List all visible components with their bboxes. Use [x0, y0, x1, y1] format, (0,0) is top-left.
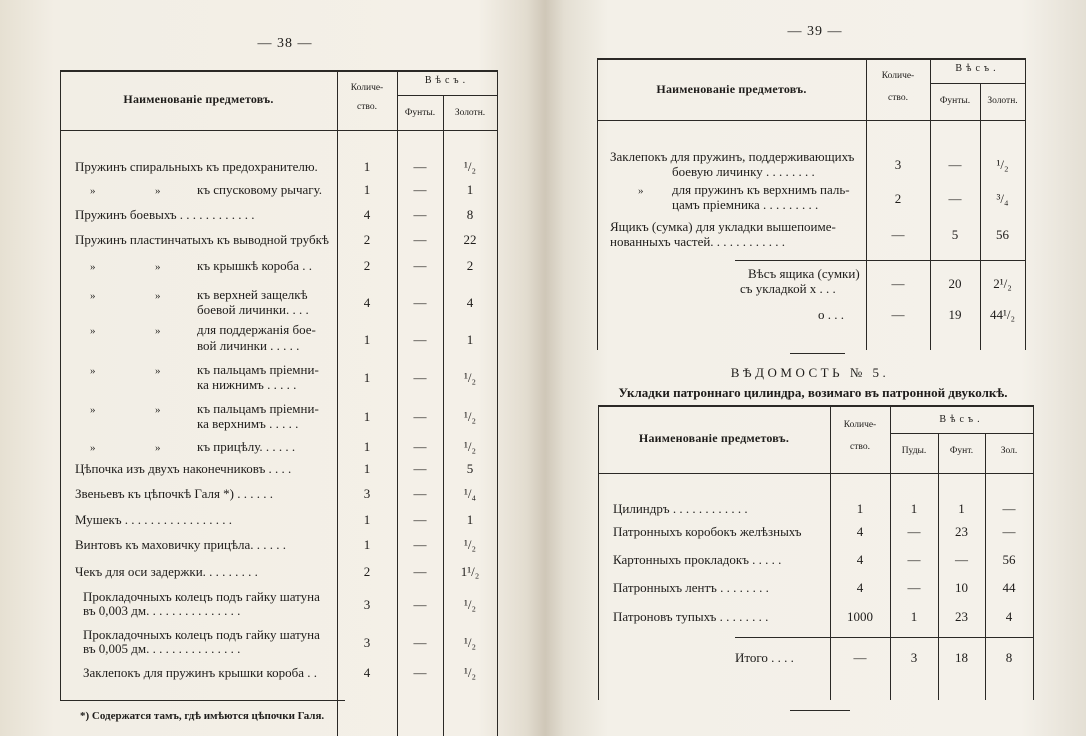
right-t1-row-name: Вѣсъ ящика (сумки) — [748, 266, 860, 281]
left-row-zol: ¹/₂ — [463, 665, 477, 680]
left-row-qty: 4 — [363, 295, 371, 310]
left-row-zol: 1 — [466, 332, 474, 347]
right-t2-row-zol: 56 — [1002, 552, 1016, 567]
left-row-zol: ¹/₂ — [463, 597, 477, 612]
left-row-zol: ¹/₂ — [463, 439, 477, 454]
right-t1-header-zol: Золотн. — [987, 96, 1018, 106]
right-t1-row-funt: 20 — [948, 276, 962, 291]
left-row-funt: — — [413, 370, 427, 385]
rule-line — [598, 405, 599, 700]
ditto-mark: » — [155, 365, 161, 377]
left-row-qty: 1 — [363, 182, 371, 197]
ditto-mark: » — [155, 185, 161, 197]
rule-line — [890, 433, 1033, 434]
right-t2-row-qty: 4 — [856, 524, 864, 539]
left-row-zol: ¹/₂ — [463, 159, 477, 174]
left-row-funt: — — [413, 295, 427, 310]
rule-line — [597, 120, 1025, 121]
rule-line — [790, 353, 845, 354]
left-row-funt: — — [413, 564, 427, 579]
left-row-qty: 1 — [363, 439, 371, 454]
right-t1-row-zol: ¹/₂ — [996, 157, 1009, 172]
right-t2-row-zol: 8 — [1005, 650, 1013, 665]
left-row-name: Прокладочныхъ колецъ подъ гайку шатуна — [83, 589, 320, 604]
left-row-funt: — — [413, 207, 427, 222]
right-t2-row-zol: — — [1002, 524, 1016, 539]
right-t1-row-zol: ³/₄ — [996, 191, 1009, 206]
right-t2-row-pud: 3 — [910, 650, 918, 665]
left-row-funt: — — [413, 159, 427, 174]
left-row-name: Прокладочныхъ колецъ подъ гайку шатуна — [83, 627, 320, 642]
right-t2-header-qty-2: ство. — [850, 442, 870, 452]
right-t2-row-funt: 1 — [958, 501, 965, 516]
left-row-qty: 2 — [363, 564, 371, 579]
ditto-mark: » — [90, 185, 96, 197]
right-t1-row-name: Заклепокъ для пружинъ, поддерживающихъ — [610, 149, 855, 164]
ditto-mark: » — [155, 290, 161, 302]
left-row-qty: 1 — [363, 332, 371, 347]
left-row-funt: — — [413, 512, 427, 527]
rule-line — [597, 58, 598, 350]
ditto-mark: » — [155, 261, 161, 273]
left-row-name: для поддержанія бое- — [197, 322, 316, 337]
right-t2-row-zol: — — [1002, 501, 1016, 516]
left-row-name: боевой личинки. . . . — [197, 302, 309, 317]
left-row-name: въ 0,005 дм. . . . . . . . . . . . . . . — [83, 641, 241, 656]
left-header-funt: Фунты. — [404, 108, 436, 118]
ditto-mark: » — [90, 325, 96, 337]
left-row-funt: — — [413, 486, 427, 501]
left-row-qty: 4 — [363, 665, 371, 680]
left-row-name: Звеньевъ къ цѣпочкѣ Галя *) . . . . . . — [75, 486, 273, 501]
right-t2-row-qty: — — [853, 650, 867, 665]
left-row-funt: — — [413, 597, 427, 612]
page-number-left: — 38 — — [257, 36, 313, 51]
right-t2-row-zol: 4 — [1005, 609, 1013, 624]
left-row-name: къ спусковому рычагу. — [197, 182, 323, 197]
left-row-qty: 1 — [363, 537, 371, 552]
right-t1-row-funt: 19 — [948, 307, 962, 322]
right-t2-row-funt: — — [955, 552, 968, 567]
left-row-zol: 22 — [463, 232, 477, 247]
rule-line — [930, 83, 1025, 84]
rule-line — [597, 58, 1025, 60]
right-t1-row-name: o . . . — [818, 307, 844, 322]
ditto-mark: » — [90, 404, 96, 416]
left-row-name: ка нижнимъ . . . . . — [197, 377, 297, 392]
left-row-funt: — — [413, 232, 427, 247]
right-t2-header-pud: Пуды. — [901, 446, 927, 456]
left-row-name: ка верхнимъ . . . . . — [197, 416, 299, 431]
right-t1-header-qty-2: ство. — [888, 93, 908, 103]
left-row-qty: 1 — [363, 512, 371, 527]
right-t2-row-name: Итого . . . . — [735, 650, 794, 665]
right-t2-row-pud: — — [907, 524, 921, 539]
left-row-name: вой личинки . . . . . — [197, 338, 300, 353]
ditto-mark: » — [90, 290, 96, 302]
left-row-qty: 3 — [363, 635, 371, 650]
left-row-funt: — — [413, 537, 427, 552]
left-row-qty: 3 — [363, 597, 371, 612]
left-row-zol: 4 — [466, 295, 474, 310]
right-t1-row-name: для пружинъ къ верхнимъ паль- — [672, 182, 850, 197]
left-row-zol: 2 — [466, 258, 474, 273]
right-t1-row-qty: 2 — [894, 191, 902, 206]
left-header-zol: Золотн. — [454, 108, 486, 118]
ditto-mark: » — [155, 404, 161, 416]
right-t2-row-pud: 1 — [910, 501, 918, 516]
ditto-mark: » — [90, 365, 96, 377]
left-row-name: къ крышкѣ короба . . — [197, 258, 313, 273]
ditto-mark: » — [90, 261, 96, 273]
right-t2-row-name: Патронныхъ лентъ . . . . . . . . — [613, 580, 769, 595]
left-row-name: къ верхней защелкѣ — [197, 287, 308, 302]
left-row-name: Цѣпочка изъ двухъ наконечниковъ . . . . — [75, 461, 292, 476]
left-row-qty: 1 — [363, 159, 371, 174]
left-row-qty: 1 — [363, 461, 371, 476]
right-t2-row-name: Патронныхъ коробокъ желѣзныхъ — [613, 524, 802, 539]
right-t2-row-funt: 23 — [955, 609, 968, 624]
left-row-name: Винтовъ къ маховичку прицѣла. . . . . . — [75, 537, 287, 552]
right-t2-row-pud: 1 — [910, 609, 918, 624]
right-t1-header-weight: Вѣсъ. — [955, 63, 1000, 74]
right-t2-row-pud: — — [907, 580, 921, 595]
right-t2-row-pud: — — [907, 552, 921, 567]
right-t1-row-qty: — — [891, 307, 905, 322]
left-row-name: Мушекъ . . . . . . . . . . . . . . . . . — [75, 512, 233, 527]
rule-line — [598, 473, 1033, 474]
left-row-zol: 1¹/₂ — [460, 564, 480, 579]
page-number-right: — 39 — — [787, 24, 843, 39]
left-row-name: Пружинъ боевыхъ . . . . . . . . . . . . — [75, 207, 255, 222]
rule-line — [60, 70, 61, 700]
left-row-name: Заклепокъ для пружинъ крышки короба . . — [83, 665, 318, 680]
right-t2-header-qty-1: Количе- — [843, 420, 877, 430]
left-row-funt: — — [413, 182, 427, 197]
left-header-weight: Вѣсъ. — [424, 75, 470, 86]
rule-line — [735, 637, 1033, 638]
right-t2-header-name: Наименованіе предметовъ. — [638, 431, 790, 445]
right-t2-header-zol: Зол. — [1000, 446, 1018, 456]
right-t1-row-name: цамъ пріемника . . . . . . . . . — [672, 197, 819, 212]
left-row-zol: 5 — [466, 461, 474, 476]
right-t2-row-name: Патроновъ тупыхъ . . . . . . . . — [613, 609, 769, 624]
left-row-qty: 1 — [363, 409, 371, 424]
left-row-qty: 3 — [363, 486, 371, 501]
left-header-qty-2: ство. — [357, 102, 377, 112]
left-row-qty: 1 — [363, 370, 371, 385]
right-t2-header-weight: Вѣсъ. — [939, 414, 984, 425]
right-t1-row-name: боевую личинку . . . . . . . . — [672, 164, 815, 179]
right-t1-row-name: Ящикъ (сумка) для укладки вышепоиме- — [610, 219, 836, 234]
right-t2-row-qty: 1000 — [847, 609, 873, 624]
rule-line — [60, 130, 497, 131]
rule-line — [497, 70, 498, 736]
left-row-name: Чекъ для оси задержки. . . . . . . . . — [75, 564, 258, 579]
left-row-zol: ¹/₂ — [463, 409, 477, 424]
right-t2-header-funt: Фунт. — [949, 446, 974, 456]
left-row-funt: — — [413, 258, 427, 273]
right-t1-row-funt: — — [948, 157, 962, 172]
left-row-zol: ¹/₂ — [463, 537, 477, 552]
left-row-zol: ¹/₂ — [463, 370, 477, 385]
left-header-qty-1: Количе- — [350, 83, 384, 93]
rule-line — [790, 710, 850, 711]
left-row-qty: 2 — [363, 232, 371, 247]
right-t1-header-funt: Фунты. — [939, 96, 971, 106]
ditto-mark: » — [155, 325, 161, 337]
rule-line — [60, 70, 497, 72]
right-t2-row-qty: 4 — [856, 552, 864, 567]
ditto-mark: » — [90, 442, 96, 454]
right-t1-header-qty-1: Количе- — [881, 71, 915, 81]
rule-line — [1033, 405, 1034, 700]
right-t1-row-zol: 2¹/₂ — [993, 276, 1012, 291]
right-t1-header-name: Наименованіе предметовъ. — [656, 82, 807, 96]
left-row-qty: 4 — [363, 207, 371, 222]
rule-line — [397, 95, 497, 96]
right-t1-row-name: съ укладкой x . . . — [740, 281, 836, 296]
left-row-name: въ 0,003 дм. . . . . . . . . . . . . . . — [83, 603, 241, 618]
left-row-name: Пружинъ пластинчатыхъ къ выводной трубкѣ — [75, 232, 329, 247]
left-row-funt: — — [413, 439, 427, 454]
left-row-zol: ¹/₂ — [463, 635, 477, 650]
left-row-zol: 1 — [466, 512, 474, 527]
left-row-funt: — — [413, 635, 427, 650]
left-row-name: Пружинъ спиральныхъ къ предохранителю. — [75, 159, 318, 174]
right-t1-row-name: нованныхъ частей. . . . . . . . . . . . — [610, 234, 786, 249]
right-t1-row-qty: — — [891, 276, 905, 291]
footnote: *) Содержатся тамъ, гдѣ имѣются цѣпочки Галя. — [80, 710, 325, 722]
ditto-mark: » — [638, 185, 644, 197]
right-t2-row-funt: 23 — [955, 524, 968, 539]
left-row-qty: 2 — [363, 258, 371, 273]
right-t2-row-funt: 18 — [955, 650, 968, 665]
ditto-mark: » — [155, 442, 161, 454]
right-t2-row-name: Цилиндръ . . . . . . . . . . . . — [613, 501, 748, 516]
right-t1-row-qty: — — [891, 227, 905, 242]
left-row-name: къ пальцамъ пріемни- — [197, 362, 319, 377]
rule-line — [598, 405, 1033, 407]
right-t1-row-zol: 44¹/₂ — [989, 307, 1016, 322]
right-t2-row-name: Картонныхъ прокладокъ . . . . . — [613, 552, 782, 567]
left-row-zol: ¹/₄ — [463, 486, 477, 501]
left-header-name: Наименованіе предметовъ. — [123, 92, 274, 106]
right-t1-row-funt: 5 — [951, 227, 959, 242]
left-row-zol: 8 — [466, 207, 474, 222]
right-t2-row-qty: 1 — [856, 501, 864, 516]
right-t2-row-qty: 4 — [856, 580, 864, 595]
left-row-name: къ пальцамъ пріемни- — [197, 401, 319, 416]
rule-line — [1025, 58, 1026, 350]
left-row-funt: — — [413, 461, 427, 476]
left-row-funt: — — [413, 332, 427, 347]
right-t2-row-funt: 10 — [955, 580, 968, 595]
rule-line — [735, 260, 1025, 261]
statement-subtitle: Укладки патроннаго цилиндра, возимаго въ патронной двуколкѣ. — [618, 385, 1008, 400]
right-t1-row-funt: — — [948, 191, 962, 206]
left-row-name: къ прицѣлу. . . . . . — [197, 439, 296, 454]
right-t2-row-zol: 44 — [1002, 580, 1016, 595]
left-row-funt: — — [413, 665, 427, 680]
right-t1-row-qty: 3 — [894, 157, 902, 172]
right-t1-row-zol: 56 — [996, 227, 1009, 242]
left-row-zol: 1 — [466, 182, 474, 197]
rule-line — [60, 700, 345, 701]
statement-title: ВѢДОМОСТЬ № 5. — [730, 365, 890, 380]
left-row-funt: — — [413, 409, 427, 424]
